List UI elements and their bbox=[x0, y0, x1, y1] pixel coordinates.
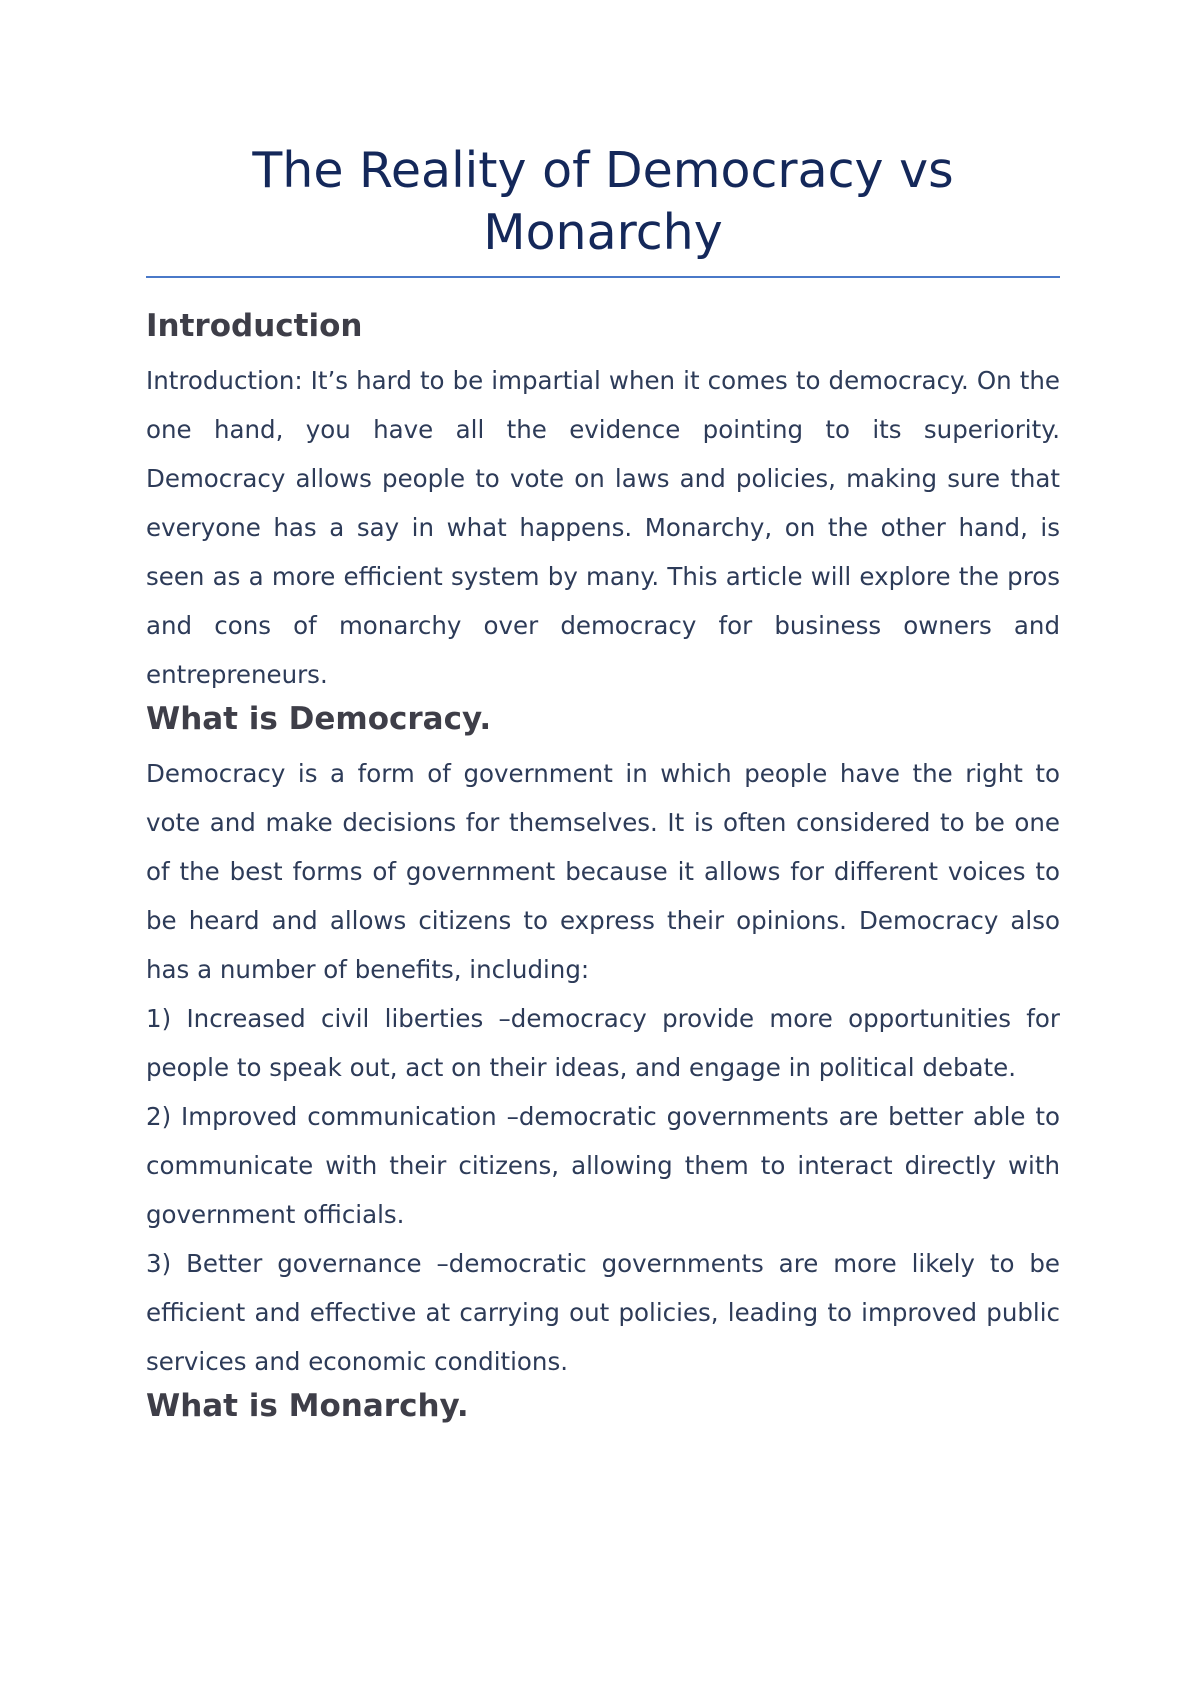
section-what-is-democracy bbox=[146, 699, 1060, 1386]
document-title: The Reality of Democracy vs Monarchy bbox=[252, 142, 954, 261]
document-page bbox=[146, 140, 1060, 1436]
list-item-paragraph: 1) Increased civil liberties –democracy provide more opportunities for people to speak out, act on their ideas, and engage in political debate. bbox=[146, 1004, 1060, 1082]
section-heading: What is Monarchy. bbox=[146, 1388, 469, 1424]
list-item-paragraph: 3) Better governance –democratic governments are more likely to be efficient and effective at carrying out policies, leading to improved public services and economic conditions. bbox=[146, 1249, 1060, 1376]
section-introduction bbox=[146, 306, 1060, 699]
paragraph: Introduction: It’s hard to be impartial when it comes to democracy. On the one hand, you have all the evidence pointing to its superiority. Democracy allows people to vote on laws and policies, making sure that everyone has a say in what happens. Monarchy, on the other hand, is seen as a more efficient system by many. This article will explore the pros and cons of monarchy over democracy for business owners and entrepreneurs. bbox=[146, 366, 1060, 689]
title-divider bbox=[146, 276, 1060, 278]
section-what-is-monarchy bbox=[146, 1386, 1060, 1426]
section-heading: Introduction bbox=[146, 308, 363, 344]
paragraph: Democracy is a form of government in which people have the right to vote and make decisions for themselves. It is often considered to be one of the best forms of government because it allows for different voices to be heard and allows citizens to express their opinions. Democracy also has a number of benefits, including: bbox=[146, 759, 1060, 984]
section-heading: What is Democracy. bbox=[146, 701, 492, 737]
list-item-paragraph: 2) Improved communication –democratic governments are better able to communicate with their citizens, allowing them to interact directly with government officials. bbox=[146, 1102, 1060, 1229]
